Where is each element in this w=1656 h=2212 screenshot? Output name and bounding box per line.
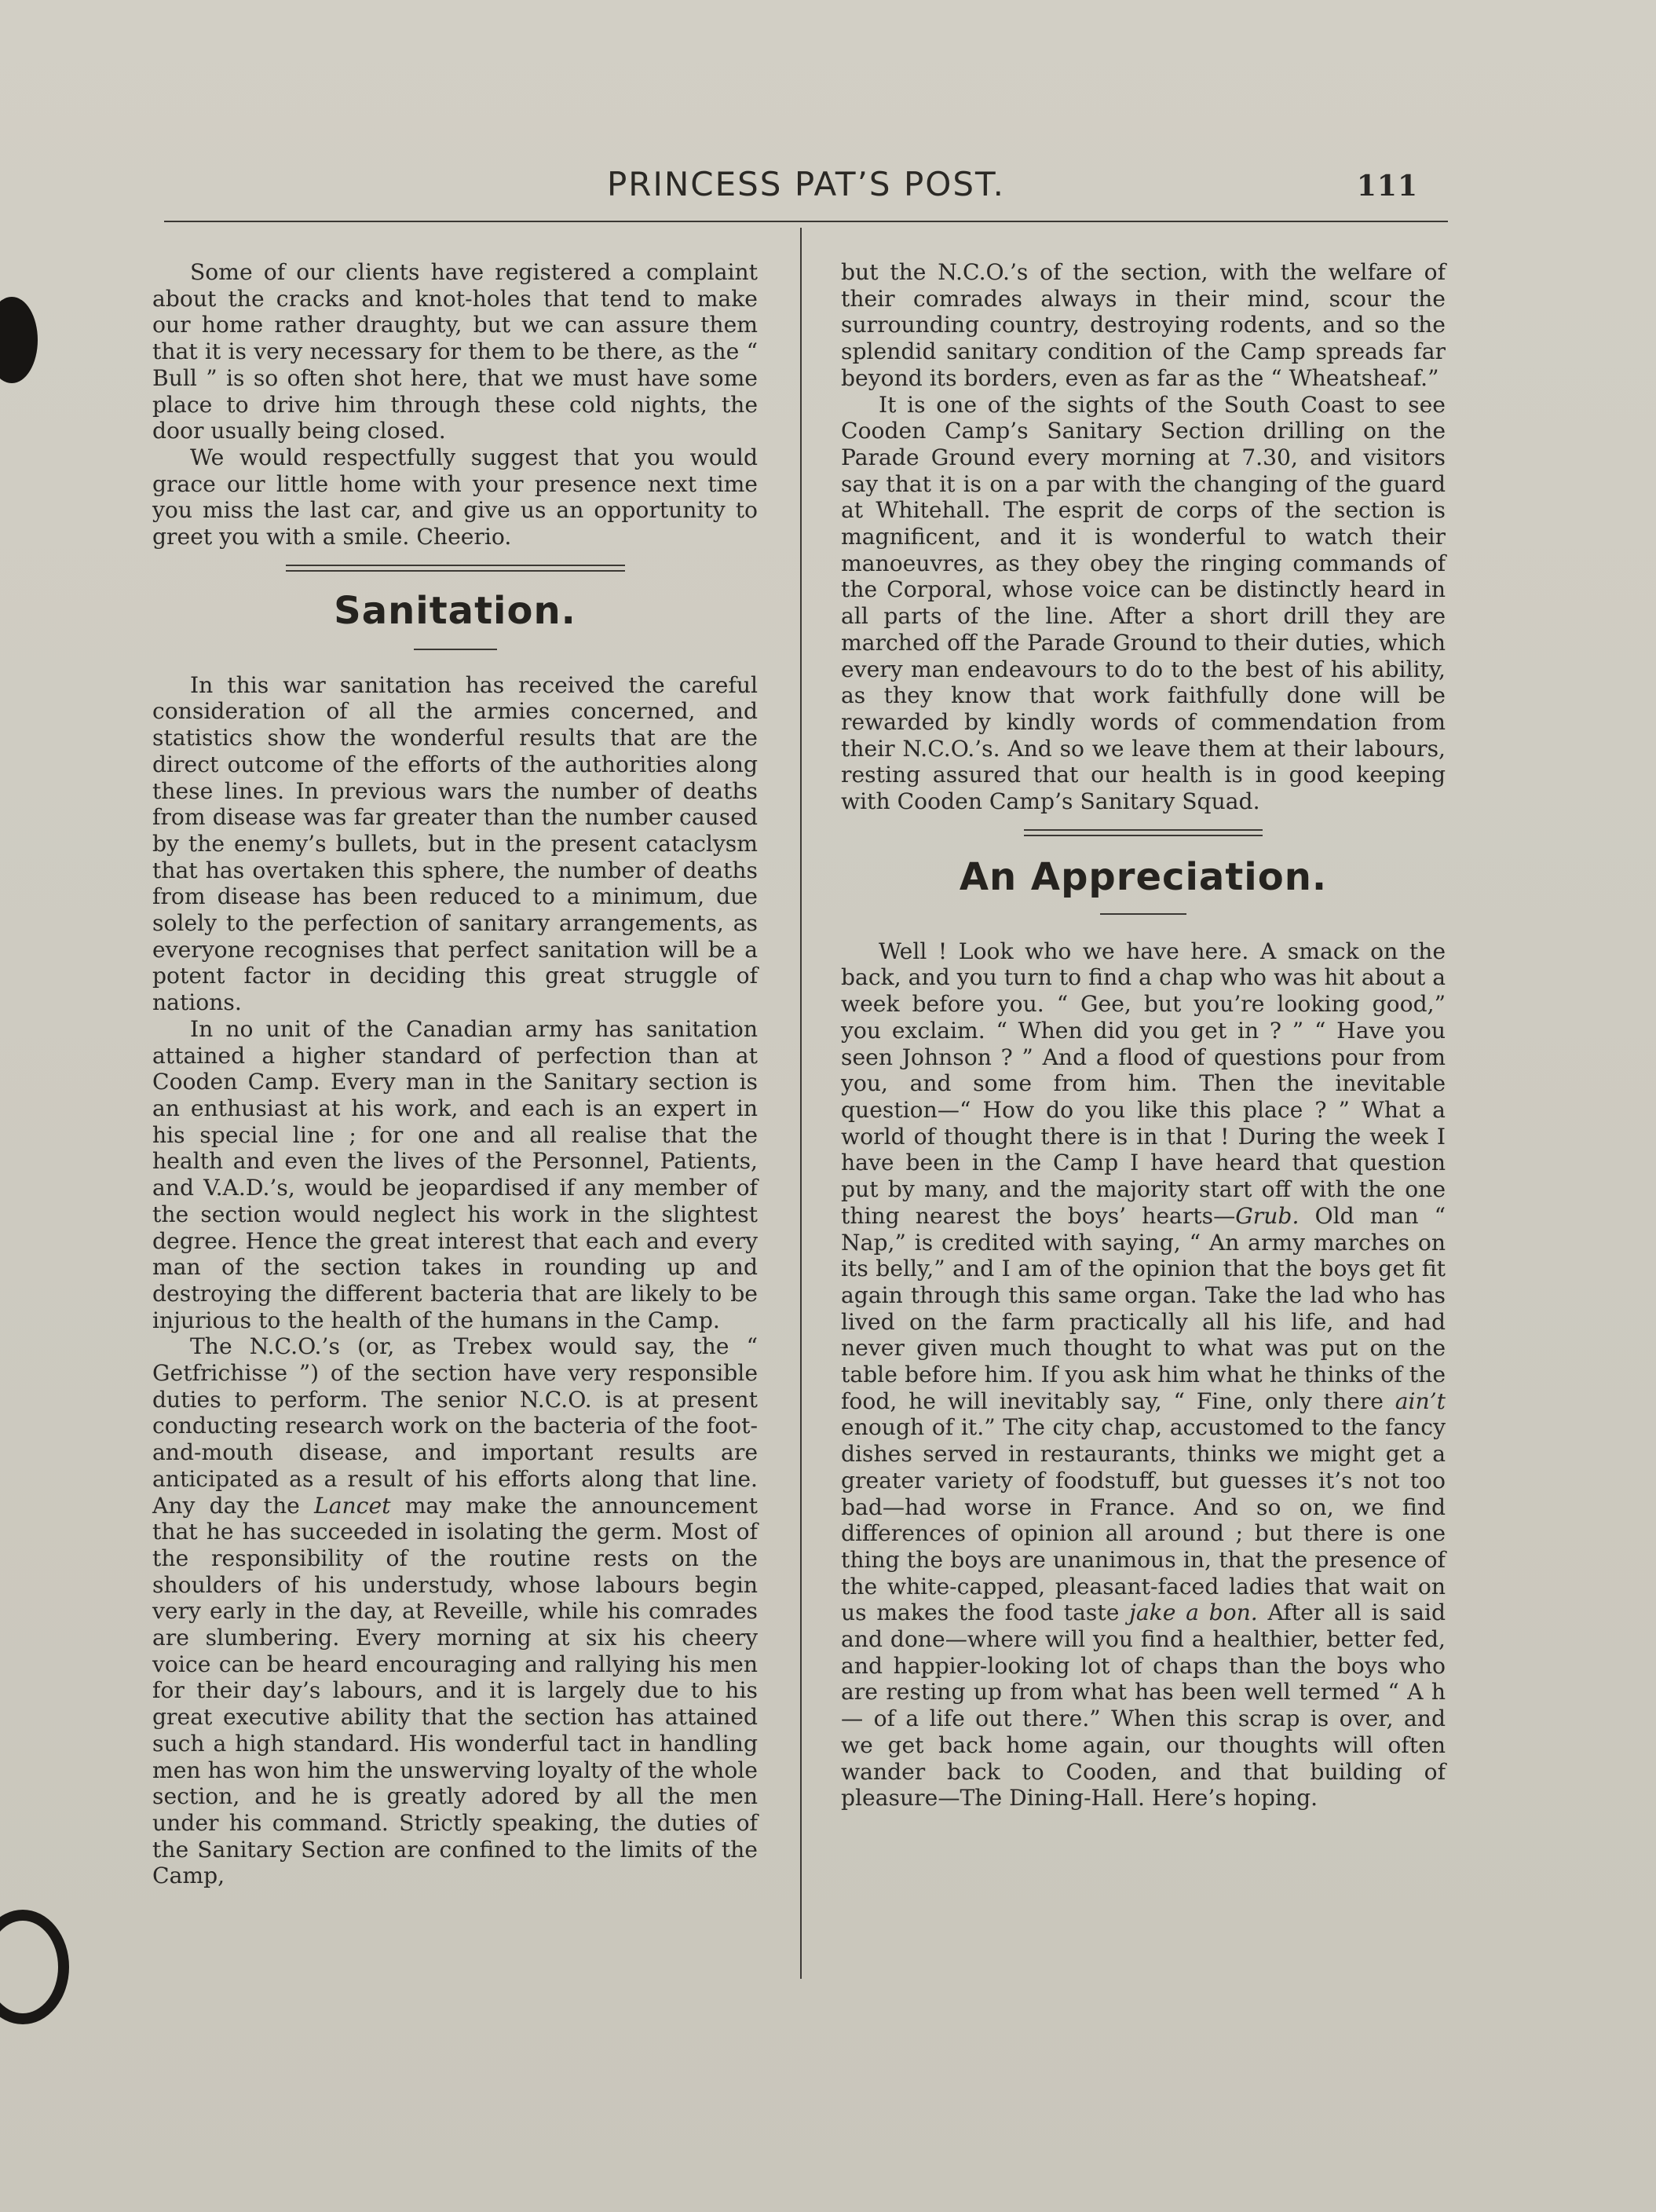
page-header (164, 163, 1448, 222)
right-column (841, 259, 1446, 1812)
heading-underline (1100, 913, 1186, 915)
sanitation-heading: Sanitation. (334, 588, 576, 633)
header-rule (164, 221, 1448, 222)
nco-text-2: may make the announcement that he has succeeded in isolating the germ. Most of the responsibility of the routine rests on the shoulders of his understudy, whose labours begin very early in the day, at Reveille, while his comrades are slumbering. Every morning at six his cheery voice can be heard encouraging and rallying his men for their day’s labours, and it is largely due to his great executive ability that the section has attained such a high standard. His wonderful tact in handling men has won him the unswerving loyalty of the whole section, and he is greatly adored by all the men under his command. Strictly speaking, the duties of the Sanitary Section are confined to the limits of the Camp, (152, 1492, 758, 1889)
grub-italic: Grub. (1235, 1202, 1300, 1229)
left-column (152, 259, 758, 1889)
heading-underline (414, 649, 497, 650)
binding-hole-bottom (0, 1910, 69, 2024)
continued-paragraph: but the N.C.O.’s of the section, with the welfare of their comrades always in their mind, scour the surrounding country, destroying rodents, and so the splendid sanitary condition of the Camp spreads far beyond its borders, even as far as the “ Wheatsheaf.” (841, 259, 1446, 391)
appreciation-text-2: Old man “ Nap,” is credited with saying, “ An army marches on its belly,” and I am of the opinion that the boys get fit again through this same organ. Take the lad who has lived on the farm practically all his life, and had never given much thought to what was put on the table before him. If you ask him what he thinks of the food, he will inevitably say, “ Fine, only there (841, 1202, 1446, 1414)
appreciation-text-4: After all is said and done—where will you find a healthier, better fed, and happier-looking lot of chaps than the boys who are resting up from what has been well termed “ A h— of a life out there.” When this scrap is over, and we get back home again, our thoughts will often wander back to Cooden, and that building of pleasure—The Dining-Hall. Here’s hoping. (841, 1600, 1446, 1812)
nco-text-1: The N.C.O.’s (or, as Trebex would say, the “ Getfrichisse ”) of the section have very responsible duties to perform. The senior N.C.O. is at present conducting research work on the bacteria of the foot-and-mouth disease, and important results are anticipated as a result of his efforts along that line. Any day the (152, 1333, 758, 1519)
section-divider-double (1024, 829, 1263, 836)
aint-italic: ain’t (1395, 1388, 1446, 1414)
page-number: 111 (1356, 170, 1418, 203)
parade-paragraph: It is one of the sights of the South Coast to see Cooden Camp’s Sanitary Section drilling on the Parade Ground every morning at 7.30, and visitors say that it is on a par with the changing of the guard at Whitehall. The esprit de corps of the section is magnificent, and it is wonderful to watch their manoeuvres, as they obey the ringing commands of the Corporal, whose voice can be distinctly heard in all parts of the line. After a short drill they are marched off the Parade Ground to their duties, which every man endeavours to do to the best of his ability, as they know that work faithfully done will be rewarded by kindly words of commendation from their N.C.O.’s. And so we leave them at their labours, resting assured that our health is in good keeping with Cooden Camp’s Sanitary Squad. (841, 391, 1446, 815)
lancet-italic: Lancet (314, 1492, 391, 1519)
sanitation-paragraph-2: In no unit of the Canadian army has sanitation attained a higher standard of perfection than at Cooden Camp. Every man in the Sanitary section is an enthusiast at his work, and each is an expert in his special line ; for one and all realise that the health and even the lives of the Personnel, Patients, and V.A.D.’s, would be jeopardised if any member of the section would neglect his work in the slightest degree. Hence the great interest that each and every man of the section takes in rounding up and destroying the different bacteria that are likely to be injurious to the health of the humans in the Camp. (152, 1015, 758, 1333)
intro-paragraph-1: Some of our clients have registered a complaint about the cracks and knot-holes that tend to make our home rather draughty, but we can assure them that it is very necessary for them to be there, as the “ Bull ” is so often shot here, that we must have some place to drive him through these cold nights, the door usually being closed. (152, 259, 758, 444)
intro-paragraph-2: We would respectfully suggest that you would grace our little home with your presence next time you miss the last car, and give us an opportunity to greet you with a smile. Cheerio. (152, 444, 758, 550)
column-divider (800, 228, 802, 1979)
sanitation-paragraph-1: In this war sanitation has received the careful consideration of all the armies concerned, and statistics show the wonderful results that are the direct outcome of the efforts of the authorities along these lines. In previous wars the number of deaths from disease was far greater than the number caused by the enemy’s bullets, but in the present cataclysm that has overtaken this sphere, the number of deaths from disease has been reduced to a minimum, due solely to the perfection of sanitary arrangements, as everyone recognises that perfect sanitation will be a potent factor in deciding this great struggle of nations. (152, 671, 758, 1016)
jake-a-bon-italic: jake a bon. (1129, 1600, 1258, 1626)
appreciation-text-3: enough of it.” The city chap, accustomed to the fancy dishes served in restaurants, thinks we might get a greater variety of foodstuff, but guesses it’s not too bad—had worse in France. And so on, we find differences of opinion all around ; but there is one thing the boys are unanimous in, that the presence of the white-capped, pleasant-faced ladies that wait on us makes the food taste (841, 1414, 1446, 1626)
appreciation-heading: An Appreciation. (959, 854, 1328, 899)
binding-hole-top (0, 297, 38, 383)
section-divider-double (286, 565, 625, 572)
publication-title: PRINCESS PAT’S POST. (606, 165, 1006, 203)
appreciation-paragraph (841, 938, 1446, 1812)
appreciation-text-1: Well ! Look who we have here. A smack on the back, and you turn to find a chap who was hit about a week before you. “ Gee, but you’re looking good,” you exclaim. “ When did you get in ? ” “ Have you seen Johnson ? ” And a flood of questions pour from you, and some from him. Then the inevitable question—“ How do you like this place ? ” What a world of thought there is in that ! During the week I have been in the Camp I have heard that question put by many, and the majority start off with the one thing nearest the boys’ hearts— (841, 938, 1446, 1229)
nco-paragraph (152, 1333, 758, 1889)
